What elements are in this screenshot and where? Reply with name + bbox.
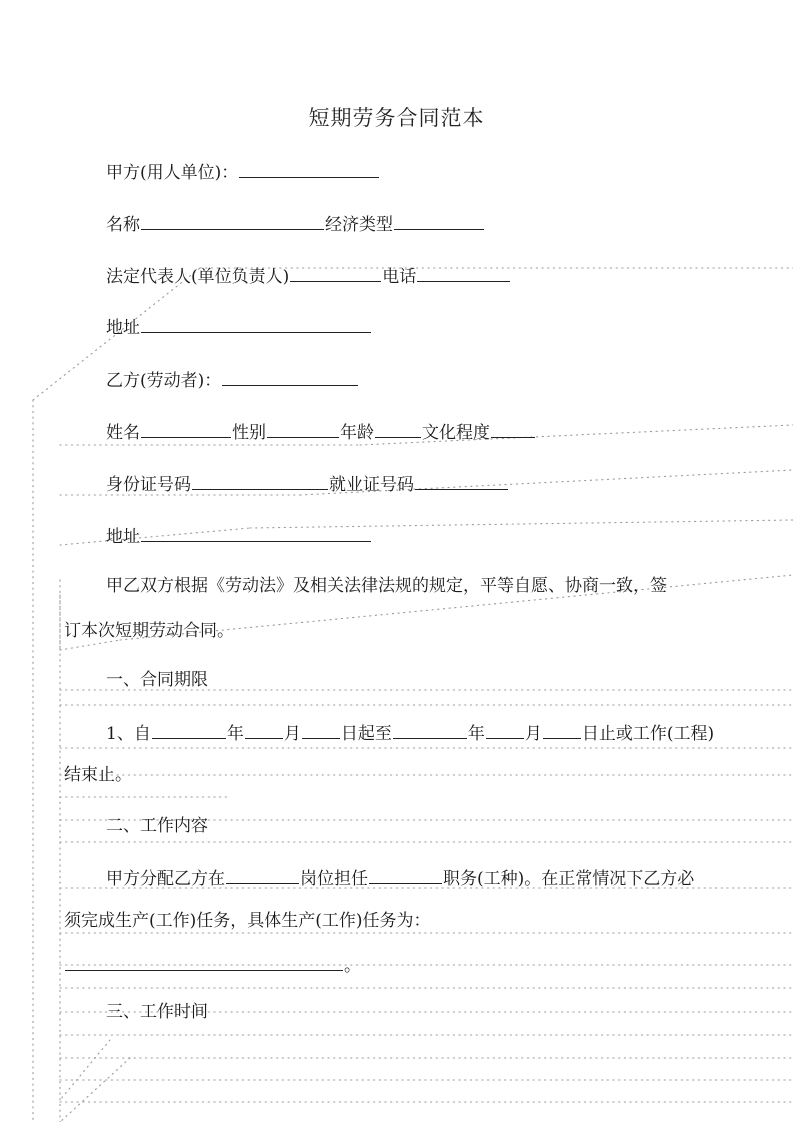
phone-label: 电话 bbox=[382, 267, 417, 287]
party-a-name-label: 名称 bbox=[106, 215, 140, 235]
work-content-line-1 bbox=[106, 864, 694, 891]
end-day-blank[interactable] bbox=[543, 719, 581, 739]
id-blank[interactable] bbox=[192, 470, 328, 490]
party-b-address-line bbox=[106, 522, 372, 549]
section-3-heading: 三、工作时间 bbox=[106, 1002, 208, 1022]
party-b-blank[interactable] bbox=[222, 366, 358, 386]
legal-rep-blank[interactable] bbox=[290, 262, 381, 282]
work-content-text-c: 职务(工种)。在正常情况下乙方必 bbox=[443, 869, 695, 889]
education-blank[interactable] bbox=[491, 418, 535, 438]
id-label: 身份证号码 bbox=[106, 475, 191, 495]
education-label: 文化程度 bbox=[422, 423, 490, 443]
end-month-label: 月 bbox=[524, 724, 542, 744]
party-a-address-line bbox=[106, 313, 372, 340]
work-content-line-2: 须完成生产(工作)任务，具体生产(工作)任务为： bbox=[64, 911, 431, 931]
intro-line-1: 甲乙双方根据《劳动法》及相关法律法规的规定，平等自愿、协商一致，签 bbox=[106, 576, 667, 596]
until-label: 日止或工作(工程) bbox=[581, 724, 715, 744]
end-year-label: 年 bbox=[467, 724, 485, 744]
party-b-line bbox=[106, 366, 359, 393]
party-b-label: 乙方(劳动者)： bbox=[106, 371, 222, 391]
party-b-info-line bbox=[106, 418, 536, 445]
economy-type-blank[interactable] bbox=[394, 210, 484, 230]
economy-type-label: 经济类型 bbox=[325, 215, 393, 235]
start-year-blank[interactable] bbox=[152, 719, 226, 739]
term-line bbox=[106, 719, 714, 746]
work-task-end: 。 bbox=[344, 956, 361, 976]
party-a-name-blank[interactable] bbox=[141, 210, 324, 230]
party-a-address-blank[interactable] bbox=[141, 313, 371, 333]
work-task-blank[interactable] bbox=[65, 951, 343, 971]
party-b-address-label: 地址 bbox=[106, 527, 140, 547]
intro-line-2: 订本次短期劳动合同。 bbox=[64, 621, 234, 641]
employment-id-blank[interactable] bbox=[415, 470, 508, 490]
party-b-address-blank[interactable] bbox=[141, 522, 371, 542]
section-2-heading: 二、工作内容 bbox=[106, 816, 208, 836]
gender-blank[interactable] bbox=[267, 418, 339, 438]
page-title: 短期劳务合同范本 bbox=[308, 106, 485, 130]
party-a-label: 甲方(用人单位)： bbox=[106, 163, 239, 183]
work-task-line bbox=[64, 951, 361, 978]
work-content-text-b: 岗位担任 bbox=[300, 869, 368, 889]
post-blank[interactable] bbox=[226, 864, 299, 884]
work-content-text-a: 甲方分配乙方在 bbox=[106, 869, 225, 889]
end-year-blank[interactable] bbox=[393, 719, 467, 739]
section-1-heading: 一、合同期限 bbox=[106, 670, 208, 690]
start-day-blank[interactable] bbox=[302, 719, 340, 739]
party-a-line bbox=[106, 158, 380, 185]
term-start-text: 1、自 bbox=[106, 724, 151, 744]
name-blank[interactable] bbox=[141, 418, 231, 438]
start-month-label: 月 bbox=[283, 724, 301, 744]
party-a-name-line bbox=[106, 210, 485, 237]
from-label: 日起至 bbox=[340, 724, 392, 744]
name-label: 姓名 bbox=[106, 423, 140, 443]
employment-id-label: 就业证号码 bbox=[329, 475, 414, 495]
phone-blank[interactable] bbox=[417, 262, 510, 282]
party-a-address-label: 地址 bbox=[106, 318, 140, 338]
age-label: 年龄 bbox=[340, 423, 374, 443]
age-blank[interactable] bbox=[375, 418, 421, 438]
term-line-end: 结束止。 bbox=[64, 765, 132, 785]
legal-rep-line bbox=[106, 262, 511, 289]
gender-label: 性别 bbox=[232, 423, 266, 443]
legal-rep-label: 法定代表人(单位负责人) bbox=[106, 267, 290, 287]
id-number-line bbox=[106, 470, 509, 497]
start-month-blank[interactable] bbox=[245, 719, 283, 739]
duty-blank[interactable] bbox=[369, 864, 442, 884]
start-year-label: 年 bbox=[226, 724, 244, 744]
end-month-blank[interactable] bbox=[486, 719, 524, 739]
party-a-blank[interactable] bbox=[239, 158, 379, 178]
